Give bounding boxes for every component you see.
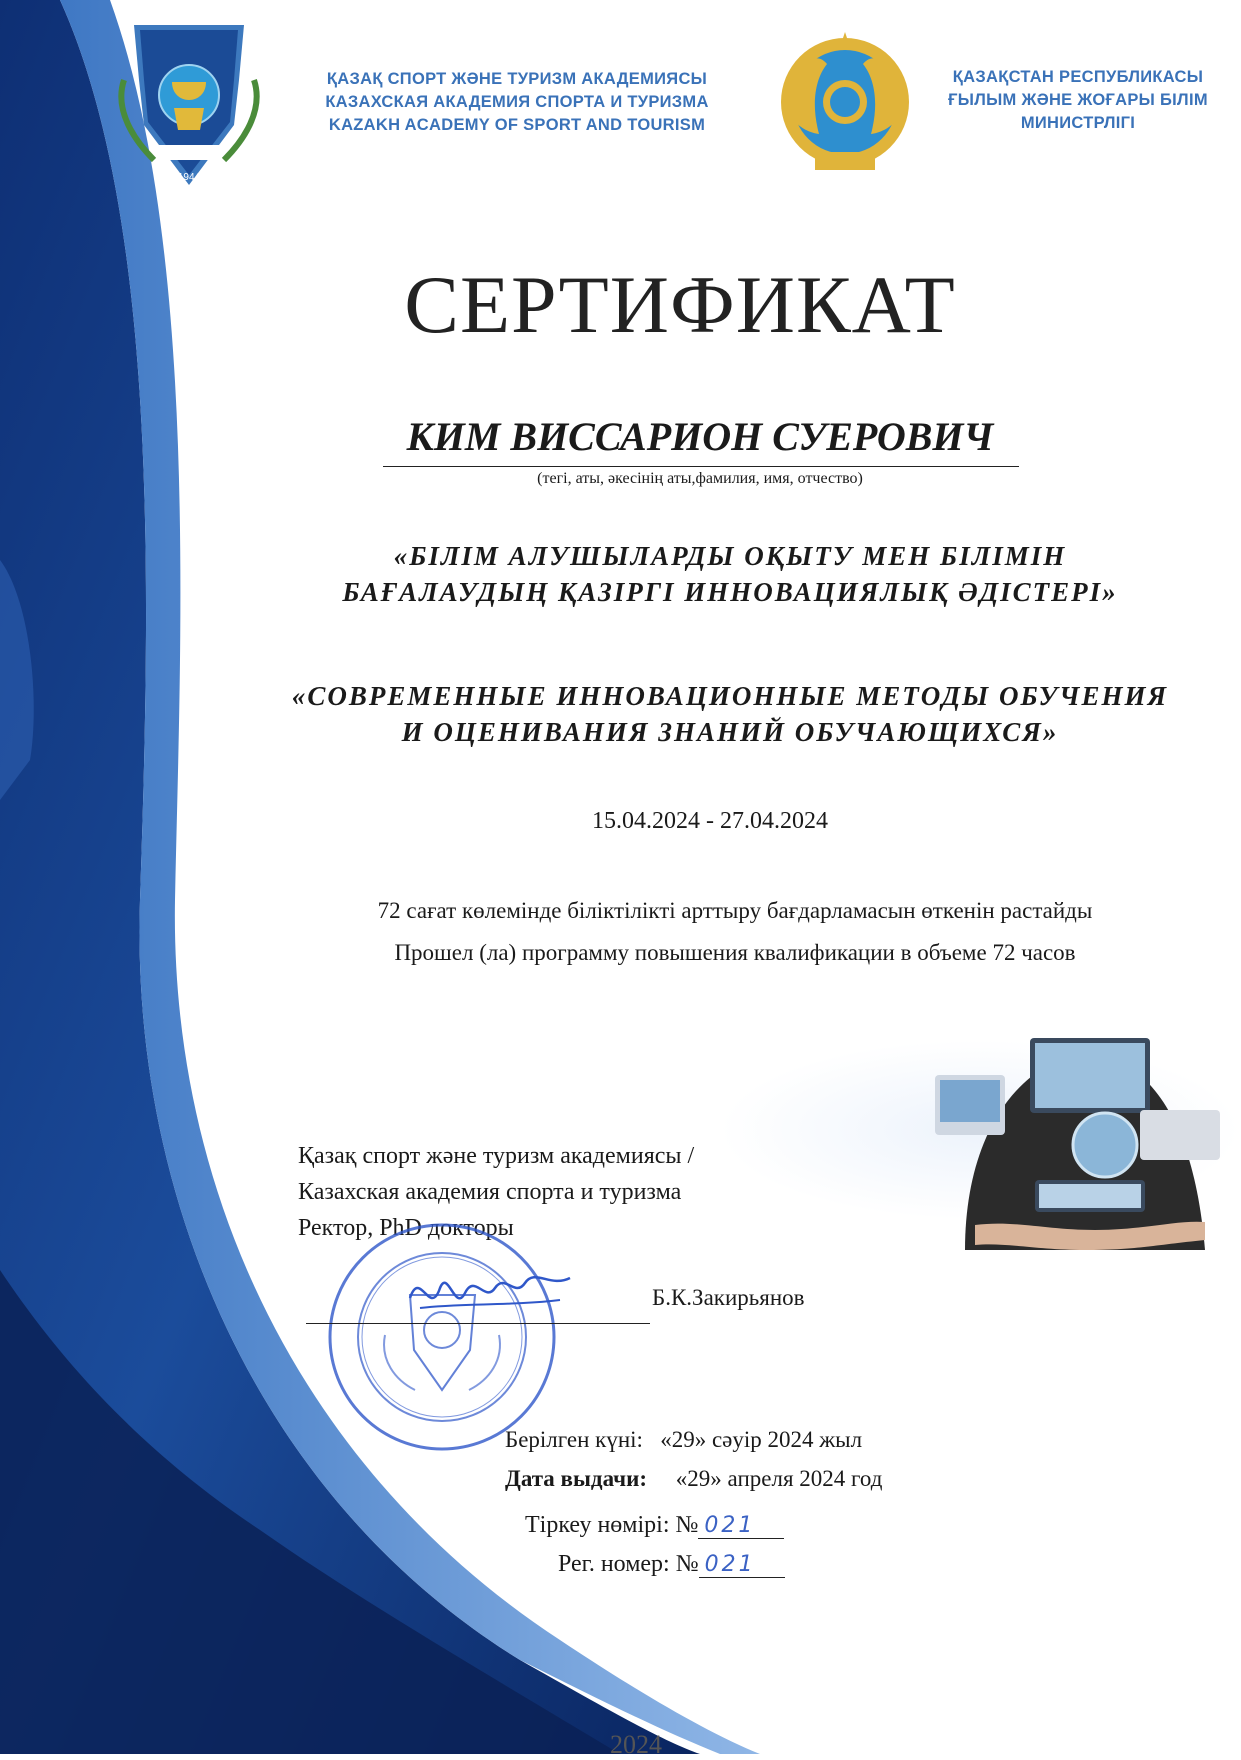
academy-name xyxy=(282,68,752,137)
logo-year: 1944 xyxy=(177,172,201,183)
name-caption: (тегі, аты, әкесінің аты,фамилия, имя, отчество) xyxy=(537,470,863,487)
course-kz-line1: «БІЛІМ АЛУШЫЛАРДЫ ОҚЫТУ МЕН БІЛІМІН xyxy=(393,541,1067,571)
ministry-line2: ҒЫЛЫМ ЖӘНЕ ЖОҒАРЫ БІЛІМ xyxy=(948,91,1208,109)
academy-logo xyxy=(104,20,274,190)
confirmation-ru: Прошел (ла) программу повышения квалификации в объеме 72 часов xyxy=(394,940,1076,965)
issue-date-ru xyxy=(505,1459,882,1498)
recipient-name: КИМ ВИССАРИОН СУЕРОВИЧ xyxy=(406,414,994,459)
signer-org-ru: Казахская академия спорта и туризма xyxy=(298,1179,682,1205)
confirmation-text xyxy=(240,890,1230,974)
issue-date-kz xyxy=(505,1420,882,1459)
course-title-kz xyxy=(330,538,1130,610)
course-ru-line1: «СОВРЕМЕННЫЕ ИННОВАЦИОННЫЕ МЕТОДЫ ОБУЧЕНИЯ xyxy=(291,681,1169,711)
registration-number-value-kz: 021 xyxy=(698,1513,784,1539)
ministry-name xyxy=(928,66,1228,135)
footer-year: 2024 xyxy=(610,1730,662,1759)
signature-line xyxy=(306,1323,650,1324)
course-title-ru xyxy=(240,678,1220,750)
issue-date-ru-label: Дата выдачи: xyxy=(505,1466,648,1491)
handwritten-signature xyxy=(400,1258,580,1328)
registration-number-ru xyxy=(558,1551,785,1578)
issue-date-ru-value: «29» апреля 2024 год xyxy=(675,1466,883,1491)
course-dates: 15.04.2024 - 27.04.2024 xyxy=(592,808,828,834)
ministry-line1: ҚАЗАҚСТАН РЕСПУБЛИКАСЫ xyxy=(952,68,1204,86)
issue-date-kz-value: «29» сәуір 2024 жыл xyxy=(660,1427,863,1452)
registration-number-value-ru: 021 xyxy=(699,1552,785,1578)
signer-position: Ректор, PhD докторы xyxy=(298,1215,514,1241)
registration-label-ru: Рег. номер: № xyxy=(558,1551,699,1577)
ministry-line3: МИНИСТРЛІГІ xyxy=(1020,114,1136,132)
issue-date-kz-label: Берілген күні: xyxy=(505,1427,643,1452)
academy-name-en: KAZAKH ACADEMY OF SPORT AND TOURISM xyxy=(328,116,706,134)
issue-date-block xyxy=(505,1420,882,1498)
course-kz-line2: БАҒАЛАУДЫҢ ҚАЗІРГІ ИННОВАЦИЯЛЫҚ ӘДІСТЕРІ» xyxy=(342,577,1118,607)
academy-name-kz: ҚАЗАҚ СПОРТ ЖӘНЕ ТУРИЗМ АКАДЕМИЯСЫ xyxy=(326,70,708,88)
signer-org-kz: Қазақ спорт және туризм академиясы / xyxy=(298,1143,695,1169)
academy-name-ru: КАЗАХСКАЯ АКАДЕМИЯ СПОРТА И ТУРИЗМА xyxy=(325,93,709,111)
name-underline xyxy=(383,466,1019,467)
course-ru-line2: И ОЦЕНИВАНИЯ ЗНАНИЙ ОБУЧАЮЩИХСЯ» xyxy=(401,717,1059,747)
confirmation-kz: 72 сағат көлемінде біліктілікті арттыру бағдарламасын өткенін растайды xyxy=(377,898,1093,923)
registration-label-kz: Тіркеу нөмірі: № xyxy=(525,1512,699,1538)
state-emblem xyxy=(775,24,915,184)
technology-illustration xyxy=(935,1030,1220,1250)
registration-number-kz xyxy=(525,1512,784,1539)
signer-name: Б.К.Закирьянов xyxy=(652,1285,805,1310)
certificate-title: СЕРТИФИКАТ xyxy=(404,259,956,350)
